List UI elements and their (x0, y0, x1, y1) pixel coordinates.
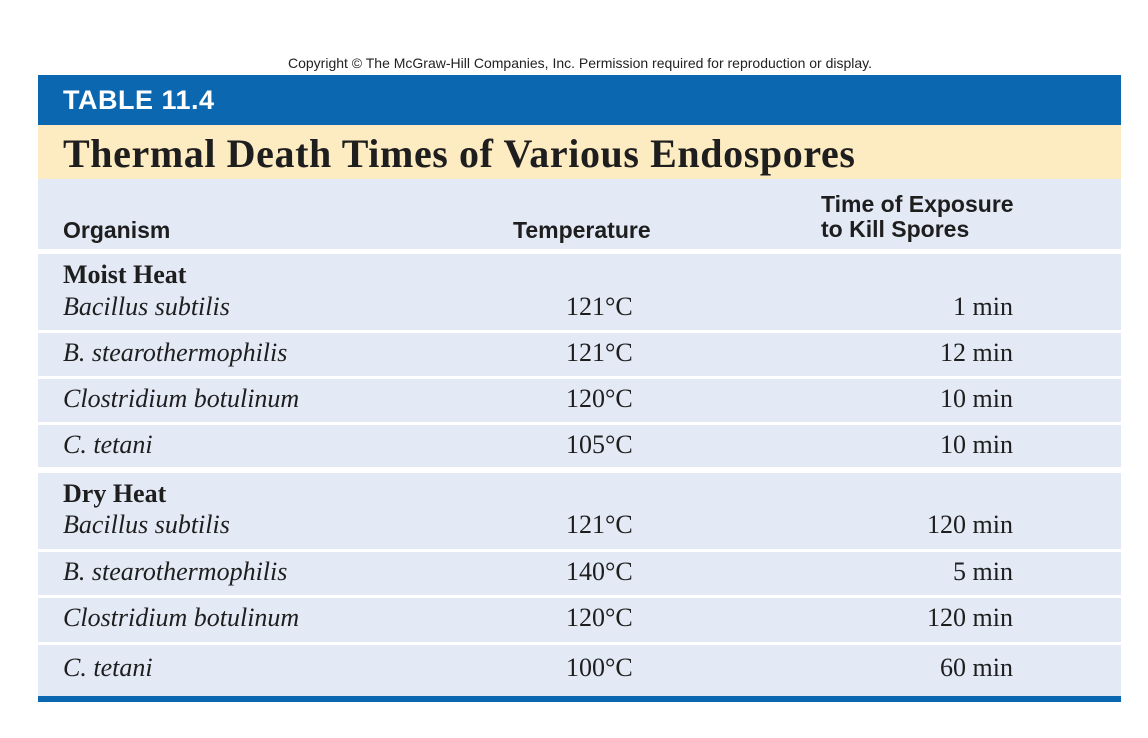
time-cell: 120 min (927, 603, 1013, 632)
organism-cell: C. tetani (63, 653, 153, 682)
time-cell: 10 min (940, 384, 1013, 413)
table-title-bar (38, 125, 1121, 179)
temperature-cell: 100°C (566, 653, 633, 682)
header-time-line2: to Kill Spores (821, 216, 970, 242)
organism-cell: B. stearothermophilis (63, 338, 288, 367)
temperature-cell: 140°C (566, 557, 633, 586)
time-cell: 10 min (940, 430, 1013, 459)
organism-cell: Bacillus subtilis (63, 292, 230, 321)
organism-cell: Bacillus subtilis (63, 510, 230, 539)
table-row (38, 552, 1121, 595)
header-time-line1: Time of Exposure (821, 191, 1014, 217)
table-label: TABLE 11.4 (63, 85, 215, 115)
temperature-cell: 121°C (566, 510, 633, 539)
time-cell: 120 min (927, 510, 1013, 539)
time-cell: 5 min (953, 557, 1013, 586)
table-header-row (38, 179, 1121, 249)
time-cell: 1 min (953, 292, 1013, 321)
table-row (38, 473, 1121, 549)
table-row (38, 598, 1121, 642)
temperature-cell: 105°C (566, 430, 633, 459)
organism-cell: Clostridium botulinum (63, 384, 300, 413)
temperature-cell: 120°C (566, 384, 633, 413)
header-organism: Organism (63, 217, 171, 243)
temperature-cell: 121°C (566, 338, 633, 367)
group-label-dry-heat: Dry Heat (63, 479, 167, 508)
temperature-cell: 121°C (566, 292, 633, 321)
organism-cell: C. tetani (63, 430, 153, 459)
table-row (38, 645, 1121, 696)
header-temperature: Temperature (513, 217, 651, 243)
organism-cell: B. stearothermophilis (63, 557, 288, 586)
copyright-notice: Copyright © The McGraw-Hill Companies, Inc. Permission required for reproduction or display. (287, 55, 873, 71)
table-title: Thermal Death Times of Various Endospores (63, 131, 856, 176)
group-label-moist-heat: Moist Heat (63, 260, 187, 289)
table-bottom-rule (38, 696, 1121, 702)
table-row (38, 379, 1121, 422)
table-label-bar (38, 75, 1121, 125)
time-cell: 60 min (940, 653, 1013, 682)
table-row (38, 254, 1121, 330)
table-row (38, 425, 1121, 467)
organism-cell: Clostridium botulinum (63, 603, 300, 632)
header-time (821, 192, 1014, 242)
data-table (38, 75, 1121, 702)
table-row (38, 333, 1121, 376)
temperature-cell: 120°C (566, 603, 633, 632)
time-cell: 12 min (940, 338, 1013, 367)
